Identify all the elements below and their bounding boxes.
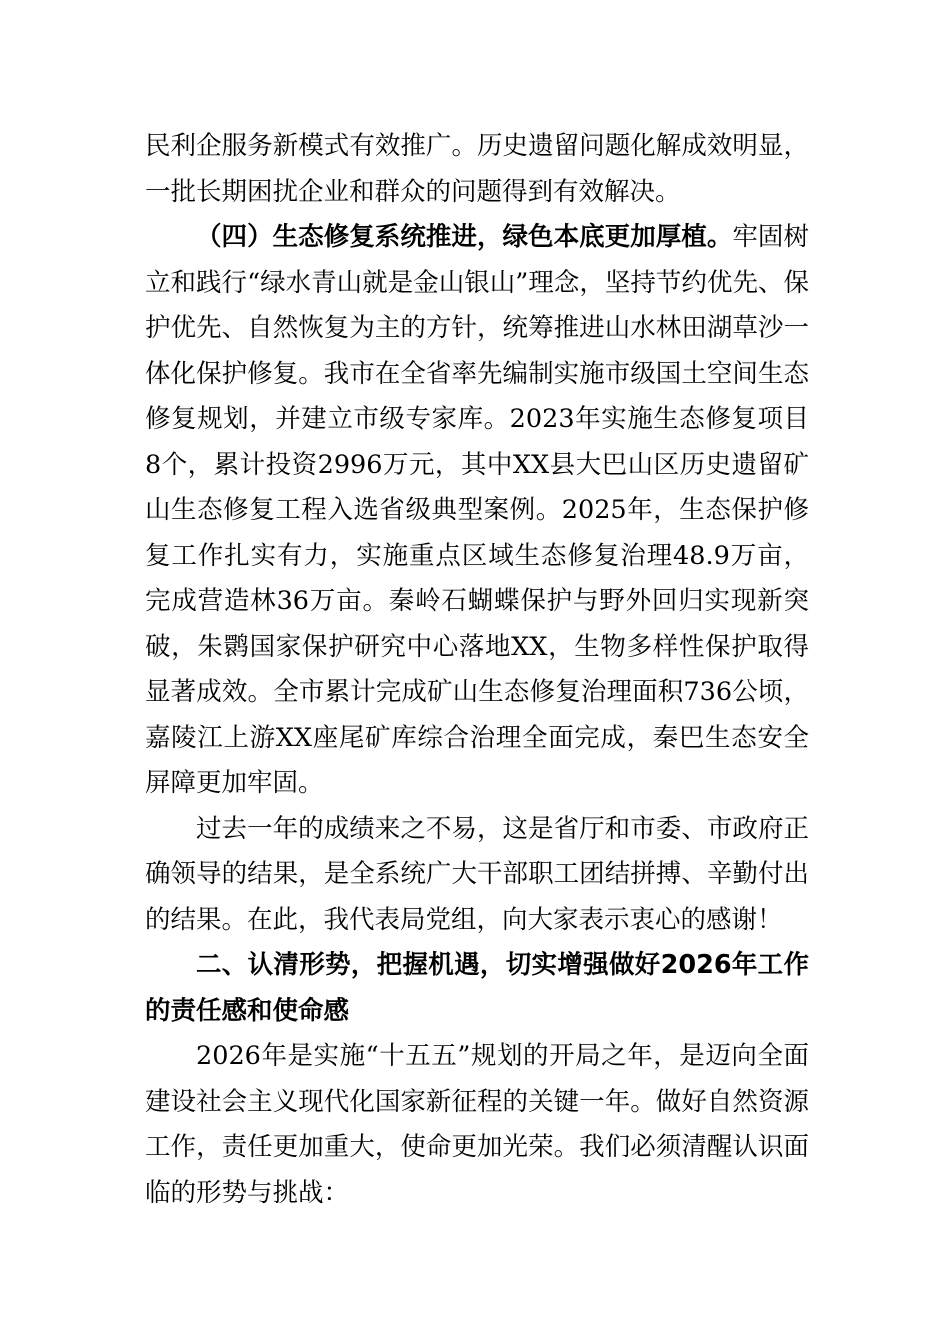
section-heading-two: 二、认清形势，把握机遇，切实增强做好2026年工作的责任感和使命感 xyxy=(145,950,809,1026)
paragraph-continued: 民利企服务新模式有效推广。历史遗留问题化解成效明显，一批长期困扰企业和群众的问题得到有效解决。 xyxy=(145,131,809,207)
paragraph-ecological-restoration xyxy=(145,215,809,807)
paragraph-2026-outlook: 2026年是实施“十五五”规划的开局之年，是迈向全面建设社会主义现代化国家新征程的关键一年。做好自然资源工作，责任更加重大，使命更加光荣。我们必须清醒认识面临的形势与挑战： xyxy=(145,1041,809,1208)
paragraph-ecological-restoration-body: 牢固树立和践行“绿水青山就是金山银山”理念，坚持节约优先、保护优先、自然恢复为主的方针，统筹推进山水林田湖草沙一体化保护修复。我市在全省率先编制实施市级国土空间生态修复规划，并建立市级专家库。2023年实施生态修复项目8个，累计投资2996万元，其中XX县大巴山区历史遗留矿山生态修复工程入选省级典型案例。2025年，生态保护修复工作扎实有力，实施重点区域生态修复治理48.9万亩，完成营造林36万亩。秦岭石蝴蝶保护与野外回归实现新突破，朱鹮国家保护研究中心落地XX，生物多样性保护取得显著成效。全市累计完成矿山生态修复治理面积736公顷，嘉陵江上游XX座尾矿库综合治理全面完成，秦巴生态安全屏障更加牢固。 xyxy=(145,222,809,798)
subsection-heading-four: （四）生态修复系统推进，绿色本底更加厚植。 xyxy=(196,222,733,252)
paragraph-acknowledgement: 过去一年的成绩来之不易，这是省厅和市委、市政府正确领导的结果，是全系统广大干部职工团结拼搏、辛勤付出的结果。在此，我代表局党组，向大家表示衷心的感谢！ xyxy=(145,813,809,935)
document-page xyxy=(145,124,809,1216)
